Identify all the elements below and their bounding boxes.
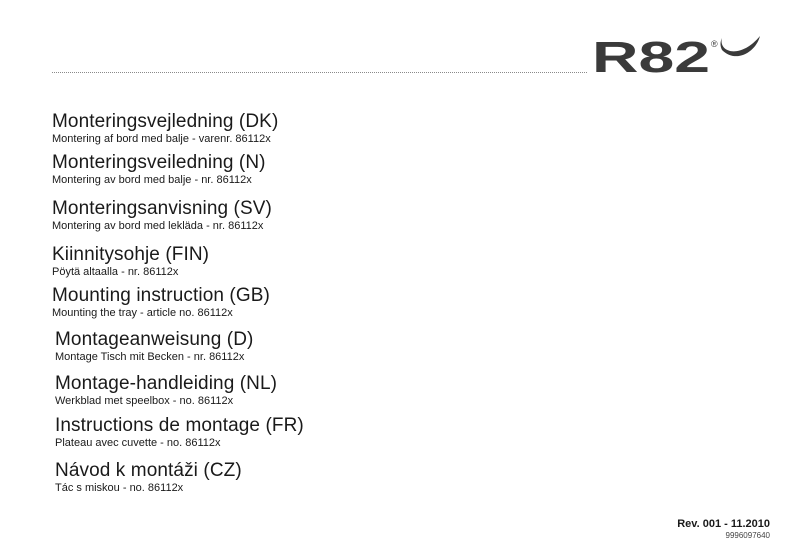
logo-swoosh-icon [721, 36, 761, 56]
registered-mark: ® [711, 39, 718, 49]
entry-subtitle: Tác s miskou - no. 86112x [55, 482, 184, 494]
header-divider [52, 72, 587, 73]
language-entry-gb [52, 285, 270, 320]
language-entry-d [55, 329, 253, 364]
language-entry-dk [52, 111, 278, 146]
entry-subtitle: Plateau avec cuvette - no. 86112x [55, 437, 221, 449]
entry-title: Monteringsanvisning (SV) [52, 198, 272, 219]
entry-title: Instructions de montage (FR) [55, 415, 304, 436]
r82-logo [590, 30, 765, 78]
language-entry-cz [55, 460, 242, 495]
entry-subtitle: Montering av bord med lekläda - nr. 86112x [52, 220, 264, 232]
language-entry-sv [52, 198, 272, 233]
entry-subtitle: Mounting the tray - article no. 86112x [52, 307, 233, 319]
entry-title: Mounting instruction (GB) [52, 285, 270, 306]
revision-block [677, 518, 770, 541]
entry-title: Kiinnitysohje (FIN) [52, 244, 210, 265]
language-entry-nl [55, 373, 277, 408]
revision-label: Rev. 001 - 11.2010 [677, 518, 770, 530]
language-entry-n [52, 152, 266, 187]
entry-subtitle: Pöytä altaalla - nr. 86112x [52, 266, 179, 278]
entry-subtitle: Montering af bord med balje - varenr. 86112x [52, 133, 271, 145]
entry-title: Monteringsveiledning (N) [52, 152, 266, 173]
entry-title: Návod k montáži (CZ) [55, 460, 242, 481]
entry-subtitle: Montage Tisch mit Becken - nr. 86112x [55, 351, 245, 363]
entry-subtitle: Werkblad met speelbox - no. 86112x [55, 395, 234, 407]
entry-subtitle: Montering av bord med balje - nr. 86112x [52, 174, 252, 186]
document-code: 9996097640 [725, 531, 770, 540]
entry-title: Monteringsvejledning (DK) [52, 111, 279, 132]
entry-title: Montage-handleiding (NL) [55, 373, 278, 394]
logo-text: R82 [592, 33, 710, 78]
language-entry-fr [55, 415, 304, 450]
language-entry-fin [52, 244, 209, 279]
entry-title: Montageanweisung (D) [55, 329, 254, 350]
